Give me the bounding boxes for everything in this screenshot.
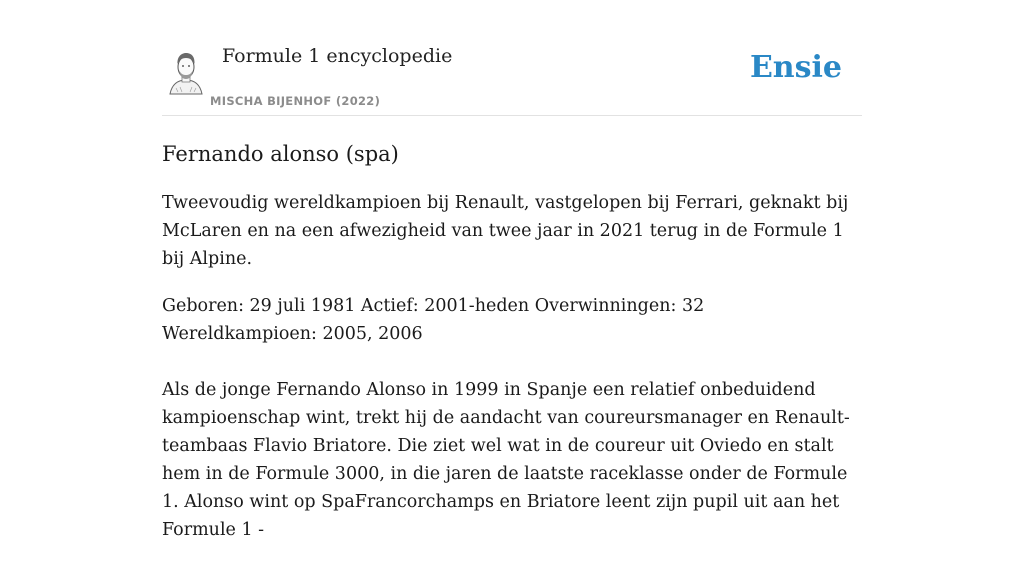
author-portrait-icon bbox=[164, 48, 208, 94]
entry-body: Als de jonge Fernando Alonso in 1999 in Spanje een relatief onbeduidend kampioenschap wint, trekt hij de aandacht van coureursmanager en Renault-teambaas Flavio Briatore. Die ziet wel wat in de coureur uit Oviedo en stalt hem in de Formule 3000, in die jaren de laatste raceklasse onder de Formule 1. Alonso wint op SpaFrancorchamps en Briatore leent zijn pupil uit aan het Formule 1 - bbox=[162, 380, 850, 540]
header bbox=[162, 0, 862, 116]
entry-title: Fernando alonso (spa) bbox=[162, 142, 399, 166]
entry-facts: Geboren: 29 juli 1981 Actief: 2001-heden Overwinningen: 32 Wereldkampioen: 2005, 2006 bbox=[162, 296, 705, 344]
entry-intro: Tweevoudig wereldkampioen bij Renault, vastgelopen bij Ferrari, geknakt bij McLaren en na een afwezigheid van twee jaar in 2021 terug in de Formule 1 bij Alpine. bbox=[162, 193, 849, 269]
book-title[interactable]: Formule 1 encyclopedie bbox=[222, 45, 453, 67]
entry-content bbox=[162, 138, 862, 563]
author-credit: MISCHA BIJENHOF (2022) bbox=[210, 94, 381, 108]
ensie-logo[interactable]: Ensie bbox=[749, 50, 842, 85]
